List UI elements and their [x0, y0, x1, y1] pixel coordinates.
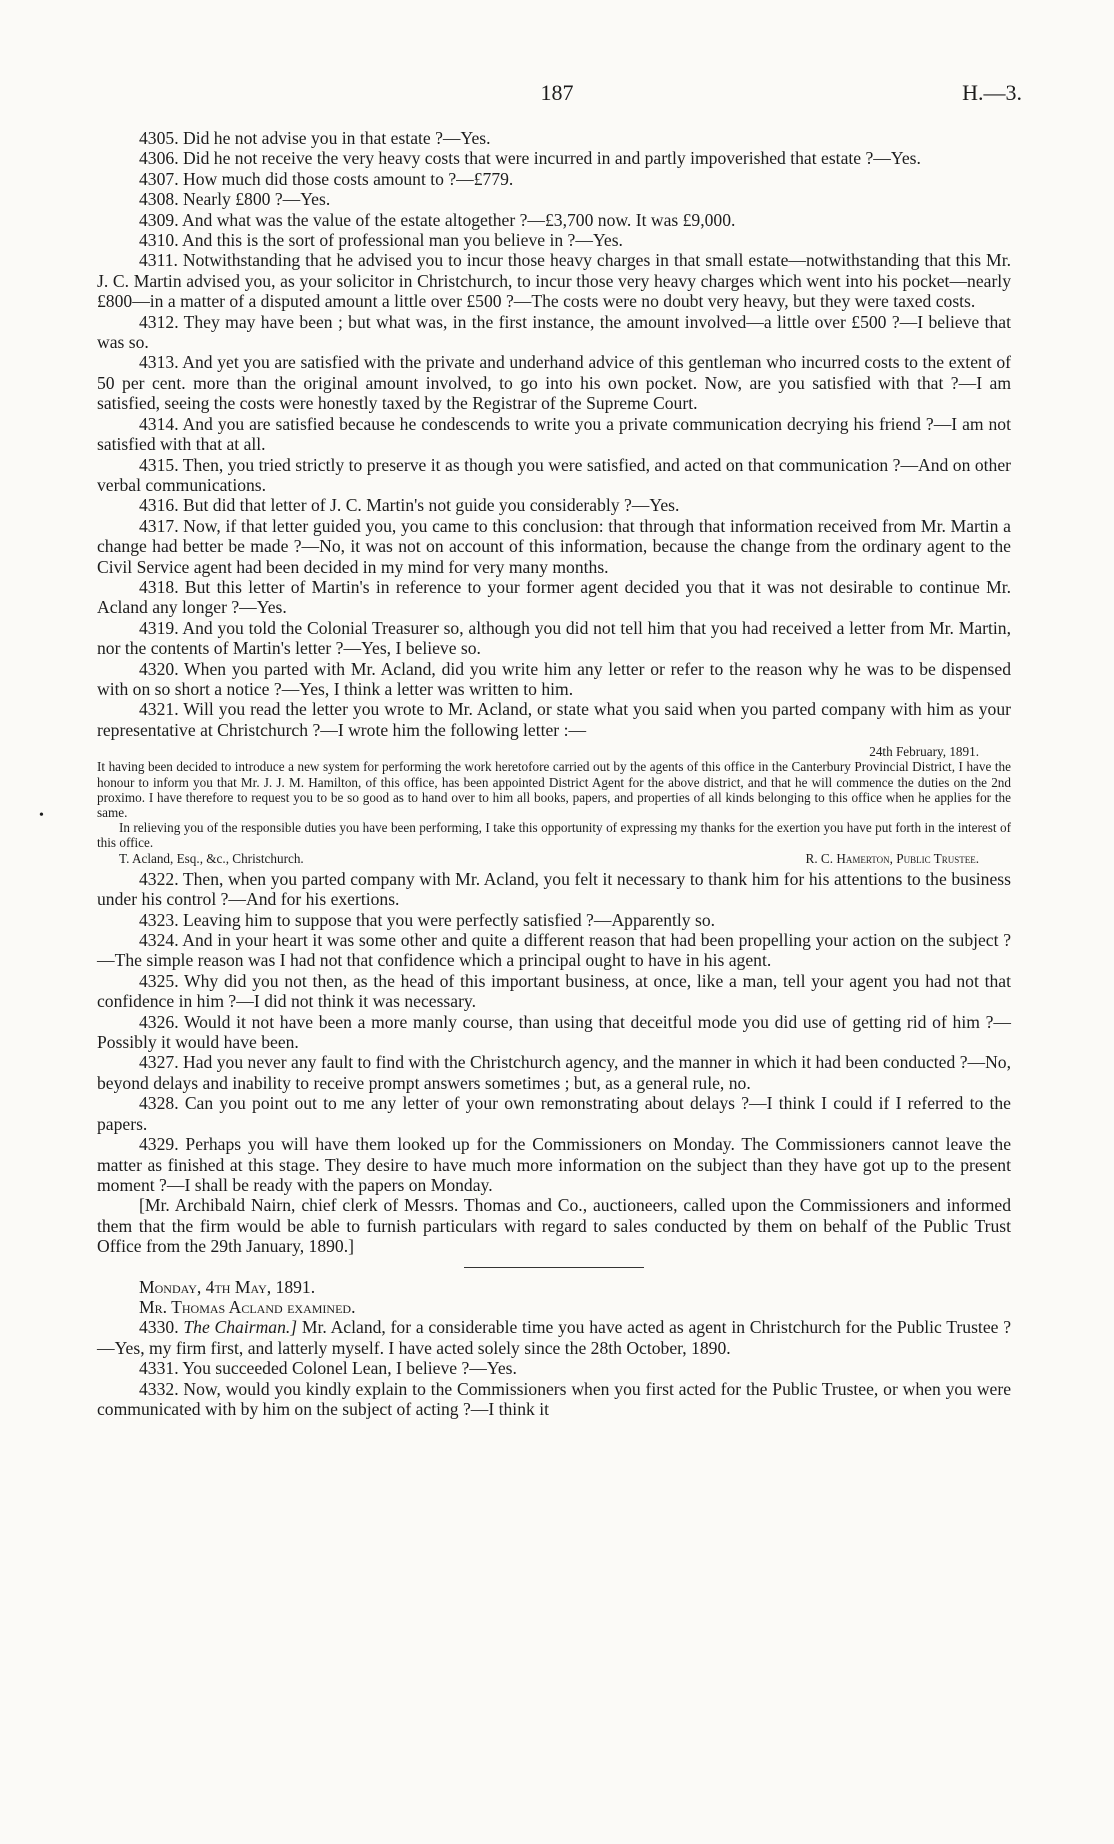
paragraph-4331: 4331. You succeeded Colonel Lean, I believe ?—Yes. — [139, 1358, 517, 1379]
section-divider — [464, 1267, 644, 1268]
session-date-heading: Monday, 4th May, 1891. — [139, 1276, 316, 1297]
paragraph-4306: 4306. Did he not receive the very heavy costs that were incurred in and partly impoverished that estate ?—Yes. — [139, 148, 921, 169]
paragraph-4305: 4305. Did he not advise you in that estate ?—Yes. — [139, 128, 491, 148]
paragraph-4322: 4322. Then, when you parted company with Mr. Acland, you felt it necessary to thank him for his attentions to the business under his control ?—And for his exertions. — [97, 868, 1011, 910]
paragraph-4327: 4327. Had you never any fault to find with the Christchurch agency, and the manner in which it had been conducted ?—No, beyond delays and inability to receive prompt answers sometimes ; but, as a general rule, no. — [97, 1052, 1011, 1093]
paragraph-4315: 4315. Then, you tried strictly to preserve it as though you were satisfied, and acted on that communication ?—And on other verbal communications. — [97, 454, 1011, 495]
paragraph-4321: 4321. Will you read the letter you wrote to Mr. Acland, or state what you said when you parted company with him as your representative at Christchurch ?—I wrote him the following letter :— — [97, 699, 1011, 740]
paragraph-4318: 4318. But this letter of Martin's in reference to your former agent decided you that it was not desirable to continue Mr. Acland any longer ?—Yes. — [97, 576, 1011, 618]
document-reference: H.—3. — [962, 80, 1022, 105]
letter-addressee: T. Acland, Esq., &c., Christchurch. — [119, 850, 304, 866]
letter-thanks: In relieving you of the responsible duties you have been performing, I take this opportunity of expressing my thanks for the exertion you have put forth in the interest of this office. — [97, 820, 1011, 851]
letter-body: It having been decided to introduce a new system for performing the work heretofore carried out by the agents of this office in the Canterbury Provincial District, I have the honour to inform you that Mr. J. J. M. Hamilton, of this office, has been appointed District Agent for the above district, and that he will commence the duties on the 2nd proximo. I have therefore to request you to be so good as to hand over to him all books, papers, and properties of all kinds belonging to this office when he applies for the same. — [97, 759, 1011, 820]
paragraph-4314: 4314. And you are satisfied because he condescends to write you a private communication decrying his friend ?—I am not satisfied with that at all. — [97, 413, 1011, 455]
paragraph-4329: 4329. Perhaps you will have them looked up for the Commissioners on Monday. The Commissioners cannot leave the matter as finished at this stage. They desire to have much more information on the subject than they have got up to the present moment ?—I shall be ready with the papers on Monday. — [97, 1134, 1011, 1195]
paragraph-4320: 4320. When you parted with Mr. Acland, did you write him any letter or refer to the reason why he was to be dispensed with on so short a notice ?—Yes, I think a letter was written to him. — [97, 658, 1011, 699]
paragraph-4308: 4308. Nearly £800 ?—Yes. — [139, 189, 331, 210]
paragraph-4311: 4311. Notwithstanding that he advised you to incur those heavy charges in that small estate—notwithstanding that this Mr. J. C. Martin advised you, as your solicitor in Christchurch, to incur those very heavy charges which went into his pocket—nearly £800—in a matter of a disputed amount a little over £500 ?—The costs were no doubt very heavy, but they were taxed costs. — [97, 250, 1011, 312]
paragraph-4325: 4325. Why did you not then, as the head of this important business, at once, like a man, tell your agent you had not that confidence in him ?—I did not think it was necessary. — [97, 970, 1011, 1012]
paragraph-4319: 4319. And you told the Colonial Treasurer so, although you did not tell him that you had received a letter from Mr. Martin, nor the contents of Martin's letter ?—Yes, I believe so. — [97, 617, 1011, 659]
document-body — [97, 128, 1011, 1419]
question-number: 4330. — [139, 1317, 179, 1338]
paragraph-4316: 4316. But did that letter of J. C. Martin's not guide you considerably ?—Yes. — [139, 495, 680, 516]
paragraph-4328: 4328. Can you point out to me any letter of your own remonstrating about delays ?—I think I could if I referred to the papers. — [97, 1093, 1011, 1134]
speaker-label: The Chairman.] — [183, 1317, 298, 1338]
paragraph-4307: 4307. How much did those costs amount to ?—£779. — [139, 168, 514, 189]
witness-heading: Mr. Thomas Acland examined. — [139, 1296, 356, 1317]
letter-signature-line — [97, 851, 1011, 866]
question-text: Mr. Acland, for a considerable time you have acted as agent in Christchurch for the Public Trustee ?—Yes, my firm first, and latterly myself. I have acted solely since the 28th October, 1890. — [97, 1317, 1012, 1358]
paragraph-4309: 4309. And what was the value of the estate altogether ?—£3,700 now. It was £9,000. — [139, 209, 736, 230]
paragraph-4310: 4310. And this is the sort of professional man you believe in ?—Yes. — [139, 230, 623, 251]
letter-date: 24th February, 1891. — [869, 744, 979, 760]
paragraph-4313: 4313. And yet you are satisfied with the private and underhand advice of this gentleman who incurred costs to the extent of 50 per cent. more than the original amount involved, to go into his own pocket. Now, are you satisfied with that ?—I am satisfied, seeing the costs were honestly taxed by the Registrar of the Supreme Court. — [97, 352, 1011, 414]
paragraph-4326: 4326. Would it not have been a more manly course, than using that deceitful mode you did use of getting rid of him ?—Possibly it would have been. — [97, 1011, 1011, 1053]
paragraph-4332: 4332. Now, would you kindly explain to the Commissioners when you first acted for the Public Trustee, or when you were communicated with by him on the subject of acting ?—I think it — [97, 1378, 1011, 1419]
page-number: 187 — [540, 80, 574, 105]
paragraph-4323: 4323. Leaving him to suppose that you were perfectly satisfied ?—Apparently so. — [139, 909, 716, 930]
letter-signature: R. C. Hamerton, Public Trustee. — [805, 850, 979, 866]
bracketed-note: [Mr. Archibald Nairn, chief clerk of Messrs. Thomas and Co., auctioneers, called upon the Commissioners and informed them that the firm would be able to furnish particulars with regard to sales conducted by them on behalf of the Public Trust Office from the 29th January, 1890.] — [97, 1195, 1011, 1257]
paragraph-4317: 4317. Now, if that letter guided you, you came to this conclusion: that through that information received from Mr. Martin a change had better be made ?—No, it was not on account of this information, because the change from the ordinary agent to the Civil Service agent had been decided in my mind for very many months. — [97, 515, 1011, 577]
paragraph-4312: 4312. They may have been ; but what was, in the first instance, the amount involved—a little over £500 ?—I believe that was so. — [97, 311, 1011, 353]
paragraph-4324: 4324. And in your heart it was some other and quite a different reason that had been propelling your action on the subject ?—The simple reason was I had not that confidence which a principal ought to have in his agent. — [97, 930, 1011, 971]
paragraph-4330 — [97, 1317, 1011, 1358]
quoted-letter — [97, 744, 1011, 866]
margin-mark: • — [39, 808, 44, 823]
